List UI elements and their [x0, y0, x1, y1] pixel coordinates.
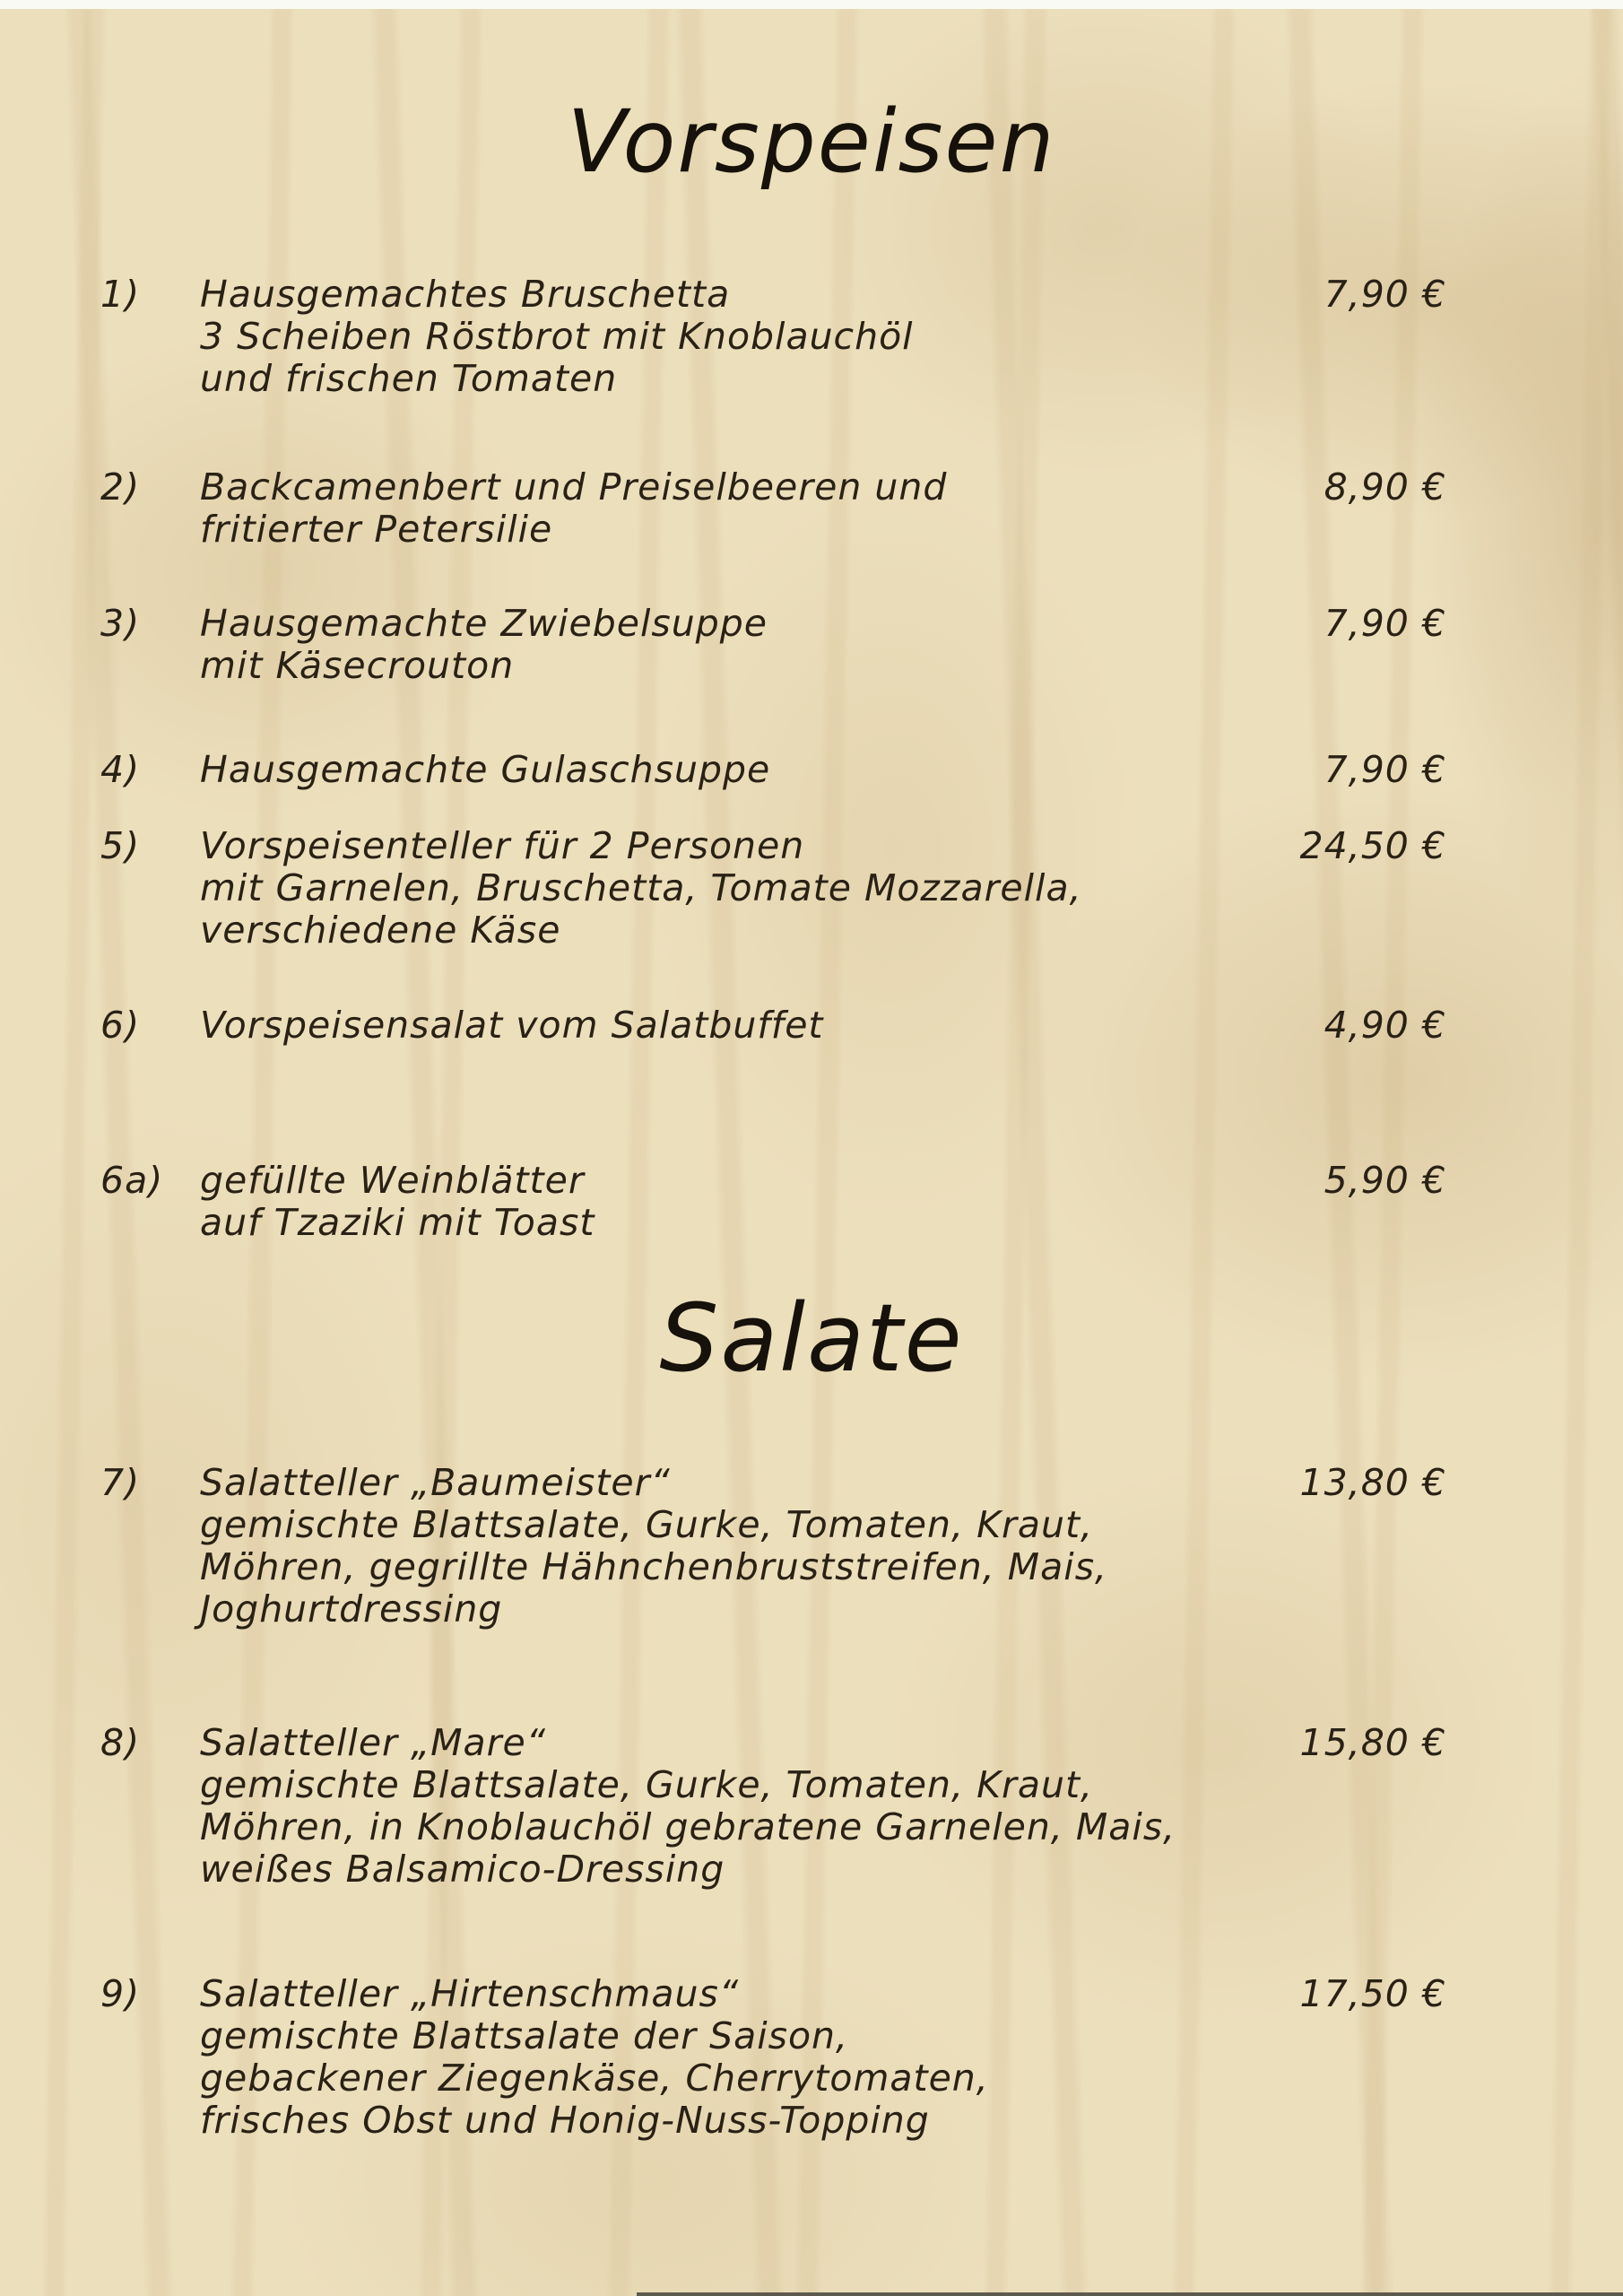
- item-description-line: mit Garnelen, Bruschetta, Tomate Mozzarella,: [200, 866, 1082, 909]
- item-price: 7,90 €: [1324, 748, 1446, 791]
- item-description-line: 3 Scheiben Röstbrot mit Knoblauchöl: [200, 315, 914, 358]
- item-text: [200, 1462, 1231, 1631]
- menu-item: [0, 1004, 1623, 1047]
- section-title-salate: Salate: [659, 1283, 964, 1393]
- item-number: 1): [100, 273, 141, 316]
- item-text: [200, 825, 1231, 952]
- item-text: [200, 466, 1231, 551]
- item-description-line: auf Tzaziki mit Toast: [200, 1201, 595, 1244]
- item-text: [200, 1160, 1231, 1244]
- item-number: 6a): [100, 1159, 164, 1202]
- item-price: 7,90 €: [1324, 602, 1446, 645]
- item-name: Salatteller „Mare“: [200, 1721, 546, 1764]
- menu-item: [0, 1462, 1623, 1631]
- item-description-line: frisches Obst und Honig-Nuss-Topping: [200, 2099, 930, 2142]
- item-number: 3): [100, 602, 141, 645]
- item-text: [200, 1973, 1231, 2142]
- item-description-line: gemischte Blattsalate, Gurke, Tomaten, Kraut,: [200, 1763, 1094, 1806]
- item-name: Backcamenbert und Preiselbeeren und: [200, 465, 948, 509]
- item-price: 7,90 €: [1324, 273, 1446, 316]
- item-number: 4): [100, 748, 141, 791]
- item-description-line: Joghurtdressing: [200, 1587, 503, 1631]
- item-name: gefüllte Weinblätter: [200, 1159, 585, 1202]
- item-text: [200, 274, 1231, 400]
- item-number: 5): [100, 824, 141, 867]
- item-price: 5,90 €: [1324, 1159, 1446, 1202]
- page-top-edge: [0, 0, 1623, 9]
- item-name: Hausgemachte Zwiebelsuppe: [200, 602, 768, 645]
- menu-item: [0, 466, 1623, 551]
- item-price: 24,50 €: [1299, 824, 1446, 867]
- item-price: 13,80 €: [1299, 1461, 1446, 1504]
- item-text: [200, 749, 1231, 791]
- item-description-line: weißes Balsamico-Dressing: [200, 1848, 725, 1891]
- item-description-line: gemischte Blattsalate, Gurke, Tomaten, Kraut,: [200, 1503, 1094, 1546]
- item-number: 8): [100, 1721, 141, 1764]
- section-title-vorspeisen: Vorspeisen: [567, 91, 1056, 192]
- menu-item: [0, 1722, 1623, 1891]
- item-text: [200, 1004, 1231, 1047]
- item-number: 2): [100, 465, 141, 509]
- page-bottom-edge-line: [637, 2292, 1623, 2296]
- item-description-line: gemischte Blattsalate der Saison,: [200, 2014, 849, 2057]
- item-text: [200, 603, 1231, 687]
- item-number: 6): [100, 1004, 141, 1047]
- item-number: 9): [100, 1972, 141, 2015]
- item-description-line: und frischen Tomaten: [200, 357, 618, 400]
- item-name: Salatteller „Hirtenschmaus“: [200, 1972, 740, 2015]
- item-price: 8,90 €: [1324, 465, 1446, 509]
- item-description-line: verschiedene Käse: [200, 909, 561, 952]
- item-name: Vorspeisensalat vom Salatbuffet: [200, 1004, 824, 1047]
- menu-item: [0, 603, 1623, 687]
- item-description-line: fritierter Petersilie: [200, 508, 553, 551]
- menu-item: [0, 749, 1623, 791]
- menu-item: [0, 825, 1623, 952]
- menu-item: [0, 1973, 1623, 2142]
- menu-item: [0, 274, 1623, 400]
- item-name: Hausgemachtes Bruschetta: [200, 273, 731, 316]
- item-text: [200, 1722, 1231, 1891]
- item-name: Vorspeisenteller für 2 Personen: [200, 824, 805, 867]
- item-description-line: gebackener Ziegenkäse, Cherrytomaten,: [200, 2057, 989, 2100]
- item-price: 17,50 €: [1299, 1972, 1446, 2015]
- item-price: 4,90 €: [1324, 1004, 1446, 1047]
- item-name: Hausgemachte Gulaschsuppe: [200, 748, 771, 791]
- menu-item: [0, 1160, 1623, 1244]
- item-number: 7): [100, 1461, 141, 1504]
- item-description-line: mit Käsecrouton: [200, 644, 515, 687]
- item-description-line: Möhren, in Knoblauchöl gebratene Garnelen, Mais,: [200, 1805, 1176, 1848]
- item-price: 15,80 €: [1299, 1721, 1446, 1764]
- item-name: Salatteller „Baumeister“: [200, 1461, 671, 1504]
- item-description-line: Möhren, gegrillte Hähnchenbruststreifen, Mais,: [200, 1545, 1108, 1588]
